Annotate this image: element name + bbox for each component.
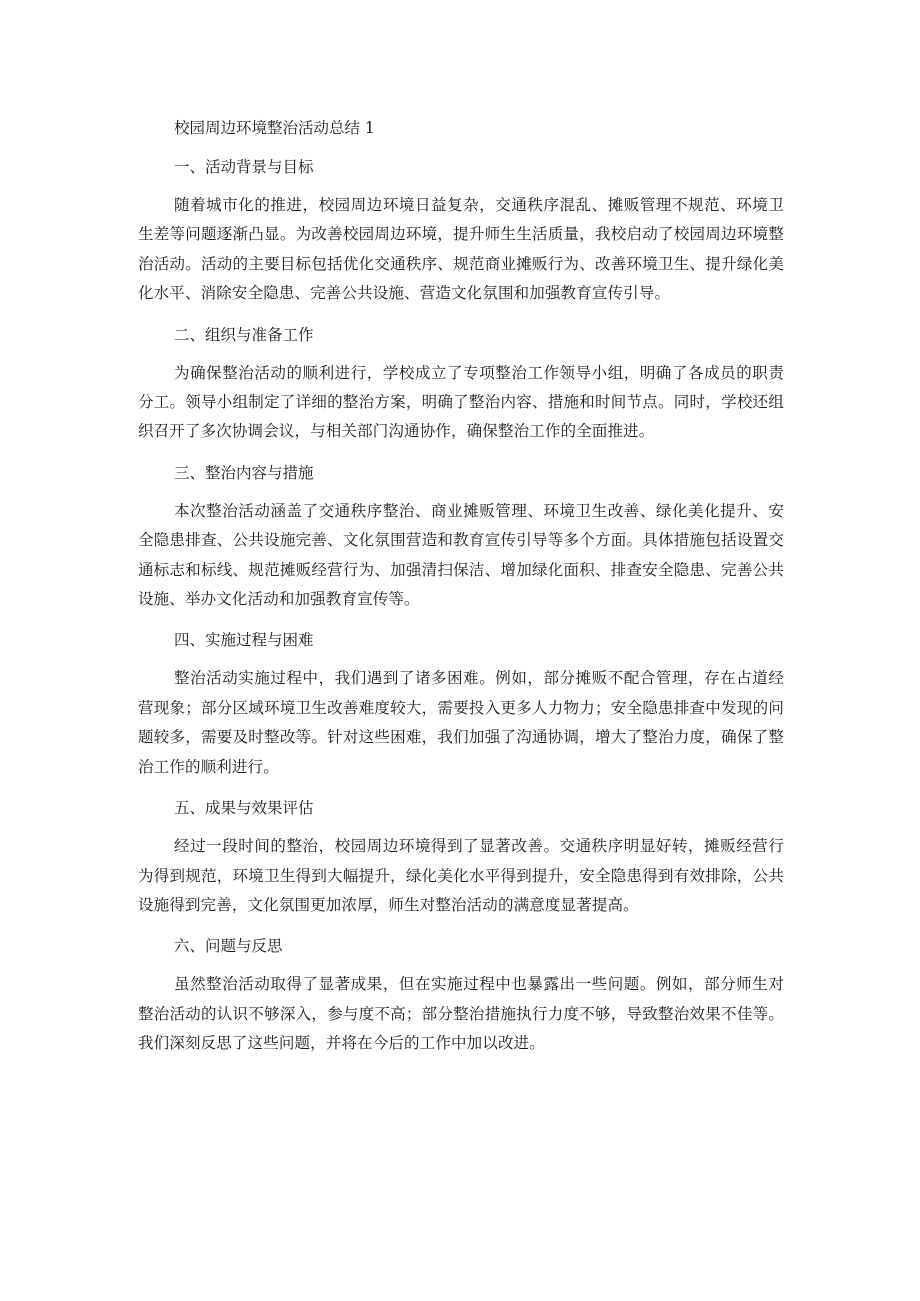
document-title: 校园周边环境整治活动总结 1	[174, 119, 375, 137]
section-heading-background: 一、活动背景与目标	[174, 158, 314, 176]
section-heading-organization: 二、组织与准备工作	[174, 325, 314, 344]
section-heading-results: 五、成果与效果评估	[174, 799, 314, 818]
section-body-reflection: 虽然整治活动取得了显著成果，但在实施过程中也暴露出一些问题。例如，部分师生对整治活动的认识不够深入，参与度不高；部分整治措施执行力度不够，导致整治效果不佳等。我们深刻反思了这些问题，并将在今后的工作中加以改进。	[138, 975, 784, 1053]
section-body-results: 经过一段时间的整治，校园周边环境得到了显著改善。交通秩序明显好转，摊贩经营行为得到规范，环境卫生得到大幅提升，绿化美化水平得到提升，安全隐患得到有效排除，公共设施得到完善，文化氛围更加浓厚，师生对整治活动的满意度显著提高。	[138, 837, 784, 914]
section-body-implementation: 整治活动实施过程中，我们遇到了诸多困难。例如，部分摊贩不配合管理，存在占道经营现象；部分区域环境卫生改善难度较大，需要投入更多人力物力；安全隐患排查中发现的问题较多，需要及时整改等。针对这些困难，我们加强了沟通协调，增大了整治力度，确保了整治工作的顺利进行。	[138, 669, 784, 776]
section-heading-implementation: 四、实施过程与困难	[174, 631, 314, 650]
section-body-measures: 本次整治活动涵盖了交通秩序整治、商业摊贩管理、环境卫生改善、绿化美化提升、安全隐患排查、公共设施完善、文化氛围营造和教育宣传引导等多个方面。具体措施包括设置交通标志和标线、规范摊贩经营行为、加强清扫保洁、增加绿化面积、排查安全隐患、完善公共设施、举办文化活动和加强教育宣传等。	[138, 501, 784, 609]
section-body-background: 随着城市化的推进，校园周边环境日益复杂，交通秩序混乱、摊贩管理不规范、环境卫生差等问题逐渐凸显。为改善校园周边环境，提升师生生活质量，我校启动了校园周边环境整治活动。活动的主要目标包括优化交通秩序、规范商业摊贩行为、改善环境卫生、提升绿化美化水平、消除安全隐患、完善公共设施、营造文化氛围和加强教育宣传引导。	[138, 196, 784, 303]
section-heading-measures: 三、整治内容与措施	[174, 463, 314, 482]
section-body-organization: 为确保整治活动的顺利进行，学校成立了专项整治工作领导小组，明确了各成员的职责分工。领导小组制定了详细的整治方案，明确了整治内容、措施和时间节点。同时，学校还组织召开了多次协调会议，与相关部门沟通协作，确保整治工作的全面推进。	[138, 363, 784, 441]
section-heading-reflection: 六、问题与反思	[174, 937, 283, 956]
document-content	[138, 114, 784, 1071]
